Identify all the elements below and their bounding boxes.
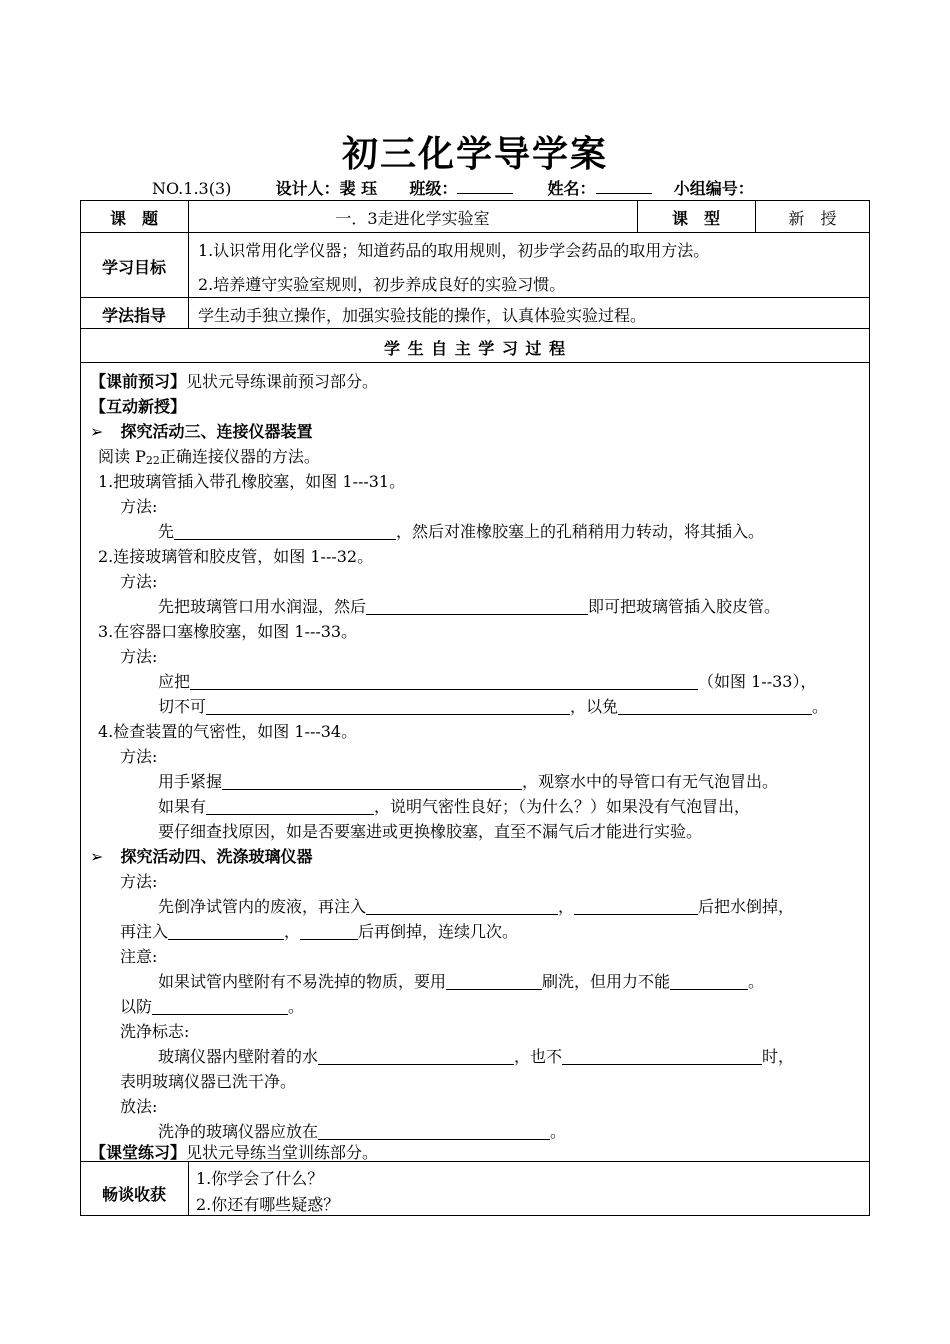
- wash-text-2: [120, 919, 518, 942]
- text: 。: [288, 997, 305, 1016]
- topic-label: 课 题: [109, 209, 158, 228]
- type-label: 课 型: [671, 209, 720, 228]
- step-4-text-b: [158, 794, 750, 817]
- text: 应把: [158, 672, 191, 691]
- text: 。: [550, 1122, 567, 1141]
- text: 切不可: [158, 697, 207, 716]
- row-divider: [80, 297, 870, 298]
- activity-three-title: 探究活动三、连接仪器装置: [120, 422, 313, 441]
- preview-tag: 【课前预习】: [90, 372, 187, 391]
- answer-blank[interactable]: [318, 1048, 514, 1065]
- text: 洗净的玻璃仪器应放在: [158, 1122, 319, 1141]
- name-blank[interactable]: [596, 179, 652, 194]
- step-4: 4.检查装置的气密性，如图 1---34。: [98, 722, 358, 741]
- activity-four-title: 探究活动四、洗涤玻璃仪器: [120, 847, 313, 866]
- text: 以防: [120, 997, 153, 1016]
- practice-tag: 【课堂练习】: [90, 1143, 187, 1162]
- reading-line: [98, 444, 320, 467]
- row-divider: [80, 328, 870, 329]
- text: ，: [284, 922, 301, 941]
- step-3: 3.在容器口塞橡胶塞，如图 1---33。: [98, 622, 358, 641]
- note-text-1: [158, 969, 764, 992]
- text: 。: [748, 972, 765, 991]
- text: 后再倒掉，连续几次。: [358, 922, 519, 941]
- note-text-2: [120, 994, 304, 1017]
- harvest-question: 2.你还有哪些疑惑？: [196, 1195, 340, 1214]
- text: ，说明气密性良好；（为什么？）如果没有气泡冒出，: [374, 797, 751, 816]
- text: 再注入: [120, 922, 169, 941]
- text: 后把水倒掉，: [698, 897, 795, 916]
- step-4-text-c: 要仔细查找原因，如是否要塞进或更换橡胶塞，直至不漏气后才能进行实验。: [158, 822, 703, 841]
- method-label: 方法:: [120, 497, 158, 516]
- answer-blank[interactable]: [366, 598, 588, 615]
- place-text: [158, 1119, 566, 1142]
- wash-text-1: [158, 894, 794, 917]
- answer-blank[interactable]: [562, 1048, 762, 1065]
- lesson-number: NO.1.3(3): [152, 179, 232, 198]
- designer-label: 设计人：: [275, 179, 340, 198]
- text: ，观察水中的导管口有无气泡冒出。: [522, 772, 779, 791]
- process-header: 学 生 自 主 学 习 过 程: [384, 339, 566, 358]
- group-label: 小组编号：: [673, 179, 754, 198]
- row-divider: [80, 232, 870, 233]
- answer-blank[interactable]: [168, 923, 284, 940]
- arrow-bullet-icon: ➢: [90, 847, 104, 866]
- activity-four-heading: [90, 844, 313, 867]
- text: 刷洗，但用力不能: [542, 972, 671, 991]
- goal-label: 学习目标: [101, 258, 166, 277]
- reading-prefix: 阅读 P: [98, 447, 146, 466]
- class-label: 班级：: [409, 179, 458, 198]
- text: 先把玻璃管口用水润湿，然后: [158, 597, 367, 616]
- method-label: 学法指导: [101, 306, 166, 325]
- activity-three-heading: [90, 419, 313, 442]
- arrow-bullet-icon: ➢: [90, 422, 104, 441]
- text: ，然后对准橡胶塞上的孔稍稍用力转动，将其插入。: [396, 522, 765, 541]
- goal-item: 1.认识常用化学仪器；知道药品的取用规则，初步学会药品的取用方法。: [198, 241, 710, 260]
- practice-line: [90, 1140, 378, 1163]
- name-label: 姓名：: [547, 179, 596, 198]
- clean-label: 洗净标志:: [120, 1022, 190, 1041]
- harvest-question: 1.你学会了什么？: [196, 1169, 324, 1188]
- text: 时，: [762, 1047, 795, 1066]
- step-4-text: [158, 769, 778, 792]
- place-label: 放法:: [120, 1097, 158, 1116]
- text: 如果试管内壁附有不易洗掉的物质，要用: [158, 972, 447, 991]
- answer-blank[interactable]: [446, 973, 542, 990]
- answer-blank[interactable]: [152, 998, 288, 1015]
- step-3-text: [158, 669, 816, 692]
- text: 玻璃仪器内壁附着的水: [158, 1047, 319, 1066]
- text: ，以免: [570, 697, 619, 716]
- answer-blank[interactable]: [174, 523, 396, 540]
- goal-item: 2.培养遵守实验室规则，初步养成良好的实验习惯。: [198, 275, 566, 294]
- method-label: 方法:: [120, 872, 158, 891]
- text: 如果有: [158, 797, 207, 816]
- type-value: 新 授: [788, 209, 837, 228]
- interact-tag: 【互动新授】: [90, 397, 187, 416]
- page-subscript: 22: [145, 454, 160, 467]
- text: ，也不: [514, 1047, 563, 1066]
- step-2: 2.连接玻璃管和胶皮管，如图 1---32。: [98, 547, 374, 566]
- step-1: 1.把玻璃管插入带孔橡胶塞，如图 1---31。: [98, 472, 406, 491]
- note-label: 注意:: [120, 947, 158, 966]
- designer-name: 裴 珏: [339, 179, 378, 198]
- clean-text-2: 表明玻璃仪器已洗干净。: [120, 1072, 297, 1091]
- text: 。: [812, 697, 829, 716]
- reading-suffix: 正确连接仪器的方法。: [159, 447, 320, 466]
- answer-blank[interactable]: [618, 698, 812, 715]
- text: （如图 1--33），: [698, 672, 817, 691]
- method-label: 方法:: [120, 647, 158, 666]
- step-3-text-b: [158, 694, 828, 717]
- answer-blank[interactable]: [222, 773, 522, 790]
- method-value: 学生动手独立操作，加强实验技能的操作，认真体验实验过程。: [198, 306, 647, 325]
- clean-text-1: [158, 1044, 794, 1067]
- text: ，: [558, 897, 575, 916]
- text: 即可把玻璃管插入胶皮管。: [588, 597, 781, 616]
- practice-text: 见状元导练当堂训练部分。: [186, 1143, 379, 1162]
- answer-blank[interactable]: [190, 673, 698, 690]
- text: 先: [158, 522, 175, 541]
- page-title: 初三化学导学案: [341, 134, 608, 175]
- answer-blank[interactable]: [670, 973, 748, 990]
- header-meta: [152, 176, 754, 199]
- answer-blank[interactable]: [574, 898, 698, 915]
- harvest-label: 畅谈收获: [101, 1185, 166, 1204]
- answer-blank[interactable]: [366, 898, 558, 915]
- answer-blank[interactable]: [318, 1123, 550, 1140]
- method-label: 方法:: [120, 572, 158, 591]
- text: 先倒净试管内的废液，再注入: [158, 897, 367, 916]
- topic-value: 一．3走进化学实验室: [335, 209, 490, 228]
- class-blank[interactable]: [457, 179, 513, 194]
- row-divider: [80, 362, 870, 363]
- answer-blank[interactable]: [300, 923, 358, 940]
- preview-line: [90, 369, 378, 392]
- step-2-text: [158, 594, 780, 617]
- method-label: 方法:: [120, 747, 158, 766]
- step-1-text: [158, 519, 764, 542]
- column-divider: [188, 1161, 189, 1216]
- preview-text: 见状元导练课前预习部分。: [186, 372, 379, 391]
- answer-blank[interactable]: [206, 698, 570, 715]
- text: 用手紧握: [158, 772, 223, 791]
- answer-blank[interactable]: [206, 798, 374, 815]
